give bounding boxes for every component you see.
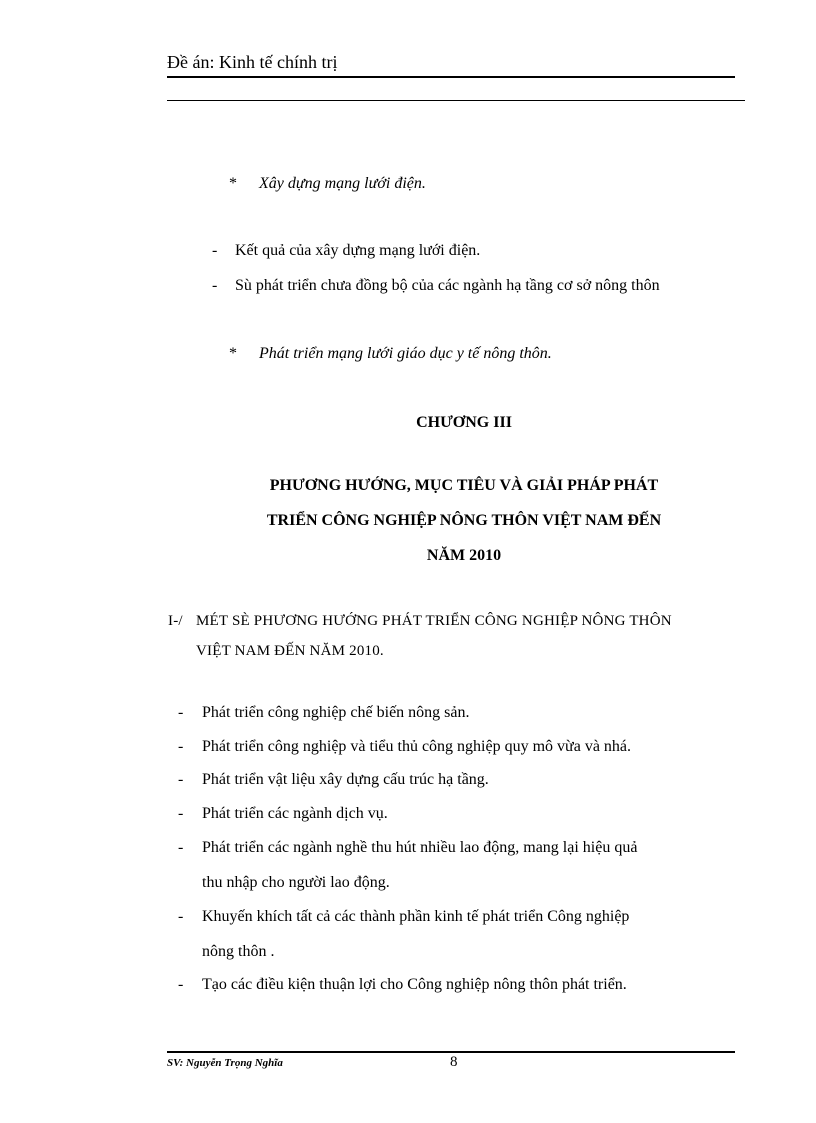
list-item [178,976,627,994]
section-heading-line: MÉT SÈ PHƯƠNG HƯỚNG PHÁT TRIỂN CÔNG NGHIỆP NÔNG THÔN [196,613,672,629]
list-item-text: Sù phát triển chưa đồng bộ của các ngành hạ tầng cơ sở nông thôn [235,277,660,294]
list-item [212,242,481,260]
header-title: Đề án: Kinh tế chính trị [167,52,338,72]
chapter-title-line: TRIỂN CÔNG NGHIỆP NÔNG THÔN VIỆT NAM ĐẾN [266,512,662,529]
chapter-title-line: NĂM 2010 [426,547,502,564]
list-item [178,771,489,789]
list-item [178,908,630,960]
list-dash: - [178,738,184,755]
section-number: I-/ [168,613,183,629]
list-item [178,839,638,891]
list-item-text-continued: nông thôn . [202,943,275,960]
list-dash: - [178,771,184,788]
list-dash: - [212,242,218,259]
list-dash: - [212,277,218,294]
list-item-text-continued: thu nhập cho người lao động. [202,874,390,891]
chapter-label: CHƯƠNG III [416,414,512,431]
list-item-text: Tạo các điều kiện thuận lợi cho Công nghiệp nông thôn phát triển. [202,976,627,993]
list-item-text: Phát triển công nghiệp chế biến nông sản. [202,704,470,721]
list-item [212,277,660,295]
footer-author: SV: Nguyễn Trọng Nghĩa [167,1057,283,1069]
star-marker: * [229,175,237,192]
header-rule-secondary [167,100,745,101]
list-item [178,805,388,823]
list-item [178,704,470,722]
list-item-text: Khuyến khích tất cả các thành phần kinh tế phát triển Công nghiệp [202,908,630,925]
list-item-text: Phát triển các ngành dịch vụ. [202,805,388,822]
list-dash: - [178,908,184,925]
chapter-title-line: PHƯƠNG HƯỚNG, MỤC TIÊU VÀ GIẢI PHÁP PHÁT [269,477,659,494]
subheading-education-health: Phát triển mạng lưới giáo dục y tế nông thôn. [259,345,552,362]
header-rule [167,76,735,78]
subheading-electric-network: Xây dựng mạng lưới điện. [259,175,426,192]
list-dash: - [178,704,184,721]
list-item-text: Phát triển vật liệu xây dựng cấu trúc hạ tầng. [202,771,489,788]
footer-rule [167,1051,735,1053]
star-marker: * [229,345,237,362]
list-dash: - [178,976,184,993]
list-dash: - [178,805,184,822]
page-number: 8 [450,1054,458,1070]
list-dash: - [178,839,184,856]
list-item-text: Phát triển các ngành nghề thu hút nhiều lao động, mang lại hiệu quả [202,839,638,856]
list-item-text: Phát triển công nghiệp và tiểu thủ công nghiệp quy mô vừa và nhá. [202,738,632,755]
section-heading-line: VIỆT NAM ĐẾN NĂM 2010. [196,643,384,659]
list-item-text: Kết quả của xây dựng mạng lưới điện. [235,242,481,259]
list-item [178,738,632,756]
